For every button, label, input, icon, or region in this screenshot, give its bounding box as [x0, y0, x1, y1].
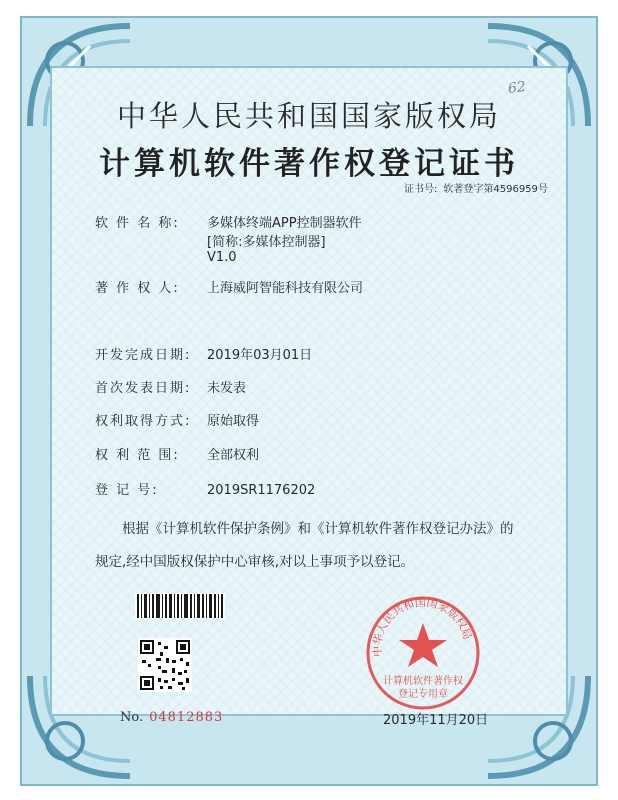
svg-text:登记专用章: 登记专用章: [398, 689, 448, 700]
acquire-value: 原始取得: [207, 414, 260, 429]
scope-value: 全部权利: [207, 448, 260, 463]
owner-value: 上海威阿智能科技有限公司: [207, 281, 364, 296]
handwritten-note: 62: [506, 78, 527, 98]
serial-number: 04812883: [149, 710, 224, 725]
owner-row: [95, 277, 363, 296]
software-name-label: 软 件 名 称:: [95, 216, 180, 231]
statement-line-1: 根据《计算机软件保护条例》和《计算机软件著作权登记办法》的: [122, 521, 514, 537]
acquire-label: 权利取得方式:: [95, 414, 192, 429]
issue-date: 2019年11月20日: [383, 713, 489, 728]
dev-date-label: 开发完成日期:: [95, 348, 192, 363]
owner-label: 著 作 权 人:: [95, 281, 180, 296]
software-name-row: [95, 212, 362, 231]
acquire-row: [95, 410, 259, 429]
reg-no-label: 登 记 号:: [95, 483, 159, 498]
barcode-image: [135, 593, 225, 619]
dev-date-row: [95, 344, 312, 363]
publish-date-label: 首次发表日期:: [95, 381, 192, 396]
official-seal: [365, 595, 481, 711]
qr-code-image: [138, 638, 192, 692]
cert-no-label: 证书号:: [404, 184, 438, 195]
publish-date-row: [95, 377, 246, 396]
reg-no-value: 2019SR1176202: [207, 483, 316, 498]
certificate-serial: [120, 710, 223, 725]
scope-label: 权 利 范 围:: [95, 448, 180, 463]
short-name: [简称:多媒体控制器]: [207, 235, 326, 250]
svg-text:计算机软件著作权: 计算机软件著作权: [383, 676, 463, 687]
certificate-number: [398, 180, 548, 195]
svg-text:中华人民共和国国家版权局: 中华人民共和国国家版权局: [370, 595, 475, 658]
version: V1.0: [207, 250, 237, 265]
scope-row: [95, 444, 259, 463]
publish-date-value: 未发表: [207, 381, 247, 396]
registration-statement: [95, 513, 535, 579]
dev-date-value: 2019年03月01日: [207, 348, 313, 363]
reg-no-row: [95, 479, 315, 498]
cert-no-value: 软著登字第4596959号: [443, 184, 548, 195]
certificate-title: 计算机软件著作权登记证书: [99, 146, 519, 182]
serial-label: No.: [120, 710, 144, 725]
issuer-title: 中华人民共和国国家版权局: [116, 99, 501, 133]
software-name-value: 多媒体终端APP控制器软件: [207, 216, 362, 231]
statement-line-2: 规定,经中国版权保护中心审核,对以上事项予以登记。: [95, 554, 415, 570]
